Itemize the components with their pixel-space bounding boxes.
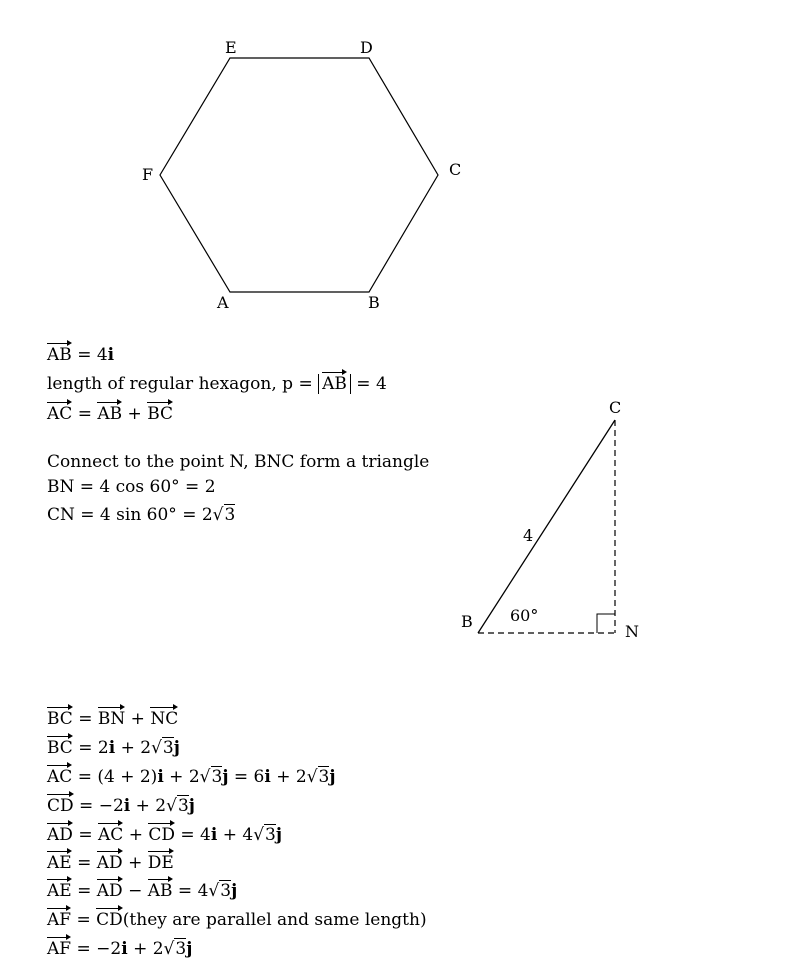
vector-ad: AD [97,850,123,873]
vector-af: AF [47,907,71,930]
vector-cd: CD [96,907,123,930]
line-af-value [47,936,192,959]
text: length of regular hexagon, p = [47,374,319,394]
equals-coef: = 4 [172,881,209,901]
vertex-label-c: C [449,160,462,179]
vector-ab: AB [97,401,122,424]
unit-i: i [210,825,218,845]
equals: = [78,825,93,845]
unit-j: j [231,881,238,901]
radicand: 3 [265,825,276,845]
vertex-label-d: D [360,38,373,57]
text: CN = 4 sin 60° = 2 [47,505,213,525]
sqrt: √3 [166,796,189,816]
vertex-label-b: B [368,293,380,312]
coef: 4 [96,345,108,365]
unit-i: i [264,767,271,787]
line-ae-sum [47,850,174,873]
sqrt: √3 [208,881,232,901]
coef: (4 + 2) [97,767,158,787]
triangle-label-n: N [625,622,639,641]
unit-j: j [222,767,229,787]
sqrt: √3 [163,939,187,959]
line-ad-value [47,822,282,845]
vector-bn: BN [98,706,125,729]
line-ac-value [47,764,336,787]
equals: = [77,881,92,901]
radicand: 3 [220,881,232,901]
plus: + [128,853,143,873]
line-connect [47,452,429,472]
unit-j: j [173,738,180,758]
plus-coef: + 2 [127,939,164,959]
equals: = [77,853,92,873]
vertex-label-a: A [217,293,229,312]
plus-coef: + 2 [270,767,307,787]
vector-ac: AC [47,764,72,787]
line-ac [47,401,173,424]
equals: = [76,910,91,930]
vector-ac: AC [98,822,123,845]
vertex-label-e: E [225,38,237,57]
radicand: 3 [175,939,187,959]
equals: = [76,939,91,959]
text: BN = 4 cos 60° = 2 [47,477,216,497]
line-bn [47,477,216,497]
vector-ac: AC [47,401,72,424]
sqrt: √3 [253,825,276,845]
equals-coef: = 4 [174,825,211,845]
plus-coef: + 2 [130,796,167,816]
vector-ad: AD [97,878,123,901]
coef: 2 [97,738,109,758]
equals: = [79,796,94,816]
unit-j: j [186,939,193,959]
sqrt: √3 [199,767,223,787]
vector-bc: BC [147,401,173,424]
magnitude [318,374,351,394]
plus: + [127,404,142,424]
radicand: 3 [211,767,223,787]
plus: + [130,709,145,729]
rhs: = 4 [350,374,387,394]
unit-i: i [108,738,116,758]
vector-ae: AE [47,878,72,901]
plus-coef: + 2 [115,738,152,758]
unit-i: i [121,939,128,959]
triangle-label-c: C [609,398,622,417]
radicand: 3 [162,738,174,758]
radicand: 3 [318,767,330,787]
minus: − [128,881,143,901]
line-cd-value [47,793,195,816]
plus-coef: + 4 [217,825,254,845]
line-af-parallel [47,907,427,930]
vector-af: AF [47,936,71,959]
coef: −2 [98,796,124,816]
unit-i: i [157,767,164,787]
line-bc-sum [47,706,178,729]
note: (they are parallel and same length) [122,910,427,930]
angle-label: 60° [510,606,539,625]
vector-nc: NC [150,706,178,729]
vector-cd: CD [47,793,74,816]
equals: = [78,738,93,758]
vector-ae: AE [47,850,72,873]
radicand: 3 [224,505,236,525]
vertex-label-f: F [142,165,154,184]
unit-j: j [188,796,195,816]
sqrt: √3 [151,738,174,758]
unit-j: j [329,767,336,787]
line-bc-value [47,735,180,758]
triangle-label-b: B [461,612,473,631]
unit-i: i [107,345,115,365]
vector-ab: AB [47,342,72,365]
triangle-side-bc [478,420,615,633]
equals: = [77,345,92,365]
unit-j: j [275,825,283,845]
vector-bc: BC [47,706,73,729]
vector-cd: CD [148,822,175,845]
coef: −2 [96,939,122,959]
sqrt: √3 [212,505,236,525]
equals: = [77,767,92,787]
equals: = [77,404,92,424]
line-ae-value [47,878,237,901]
line-hexagon-length [47,371,387,394]
vector-ab: AB [148,878,173,901]
unit-i: i [123,796,131,816]
sqrt: √3 [306,767,330,787]
vector-ad: AD [47,822,73,845]
line-ab [47,342,114,365]
vector-ab: AB [322,371,347,394]
plus: + [128,825,143,845]
right-angle-marker [597,614,615,633]
text: Connect to the point N, BNC form a triangle [47,452,430,472]
equals: = [78,709,93,729]
vector-de: DE [148,850,174,873]
plus-coef: + 2 [163,767,200,787]
vector-bc: BC [47,735,73,758]
equals-coef: = 6 [228,767,265,787]
regular-hexagon [160,58,438,292]
radicand: 3 [177,796,189,816]
line-cn [47,505,235,525]
side-length-label: 4 [523,526,534,545]
